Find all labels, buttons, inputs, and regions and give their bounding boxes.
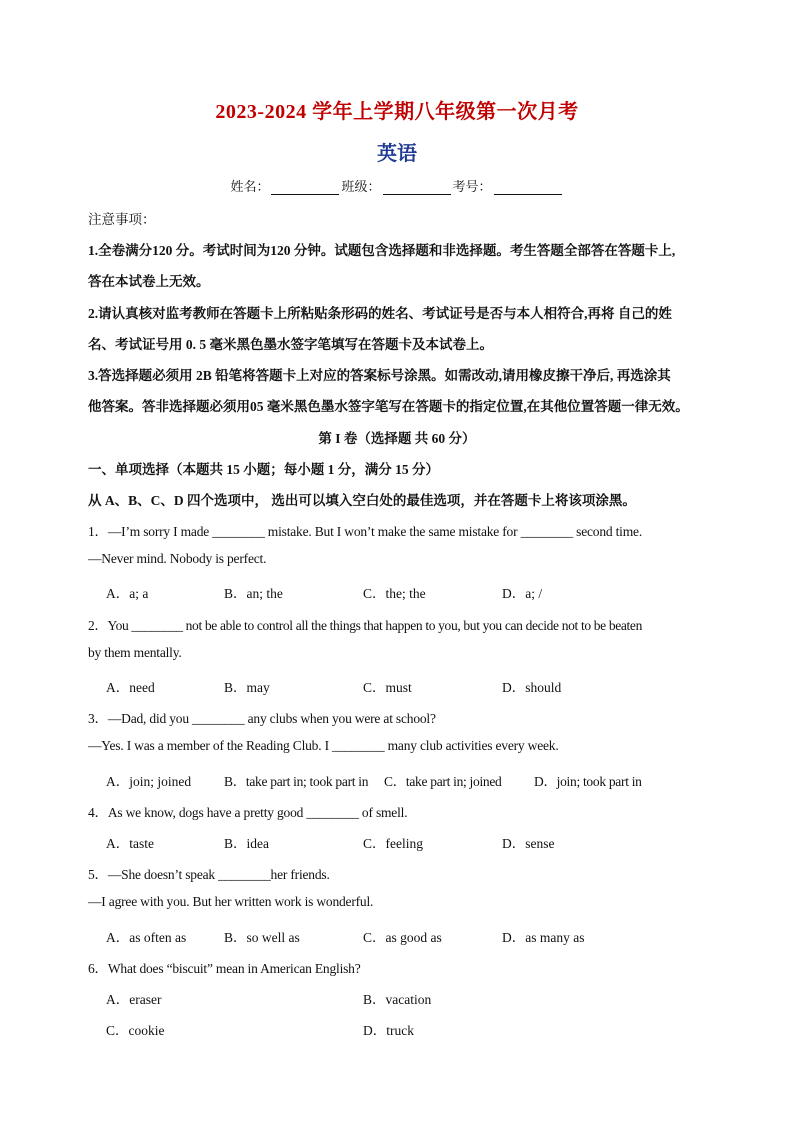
section-heading: 一、单项选择（本题共 15 小题；每小题 1 分，满分 15 分） bbox=[88, 462, 439, 477]
name-label: 姓名： bbox=[230, 179, 270, 194]
number-blank bbox=[494, 182, 562, 195]
subject-title: 英语 bbox=[377, 143, 417, 165]
q6-option-b[interactable]: B．vacation bbox=[363, 992, 432, 1007]
q2-option-b[interactable]: B．may bbox=[224, 680, 270, 695]
question-2-stem: 2．You ________ not be able to control all the things that happen to you, but you can decide not to be beaten bbox=[88, 618, 642, 633]
q5-option-b[interactable]: B．so well as bbox=[224, 930, 300, 945]
note-3-line-1: 3.答选择题必须用 2B 铅笔将答题卡上对应的答案标号涂黑。如需改动,请用橡皮擦干净后, 再选涂其 bbox=[88, 368, 671, 383]
note-1-line-2: 答在本试卷上无效。 bbox=[88, 274, 210, 289]
q1-option-d[interactable]: D．a; / bbox=[502, 586, 543, 601]
number-label: 考号： bbox=[452, 179, 492, 194]
question-5-stem-2: —I agree with you. But her written work is wonderful. bbox=[88, 894, 374, 909]
q6-option-a[interactable]: A．eraser bbox=[106, 992, 162, 1007]
question-4-stem: 4．As we know, dogs have a pretty good ________ of smell. bbox=[88, 805, 408, 820]
q1-option-b[interactable]: B．an; the bbox=[224, 586, 283, 601]
student-info-line bbox=[0, 176, 794, 195]
question-3-stem-2: —Yes. I was a member of the Reading Club. I ________ many club activities every week. bbox=[88, 738, 559, 753]
q4-option-c[interactable]: C．feeling bbox=[363, 836, 423, 851]
class-blank bbox=[383, 182, 451, 195]
q3-option-c[interactable]: C．take part in; joined bbox=[384, 774, 502, 789]
q3-option-d[interactable]: D．join; took part in bbox=[534, 774, 642, 789]
q1-option-a[interactable]: A．a; a bbox=[106, 586, 149, 601]
q5-option-a[interactable]: A．as often as bbox=[106, 930, 187, 945]
question-2-stem-2: by them mentally. bbox=[88, 645, 182, 660]
q6-option-c[interactable]: C．cookie bbox=[106, 1023, 165, 1038]
name-blank bbox=[271, 182, 339, 195]
q5-option-d[interactable]: D．as many as bbox=[502, 930, 585, 945]
question-3-stem: 3．—Dad, did you ________ any clubs when you were at school? bbox=[88, 711, 436, 726]
note-3-line-2: 他答案。答非选择题必须用05 毫米黑色墨水签字笔写在答题卡的指定位置,在其他位置答题一律无效。 bbox=[88, 399, 689, 414]
q2-option-a[interactable]: A．need bbox=[106, 680, 155, 695]
note-1-line-1: 1.全卷满分120 分。考试时间为120 分钟。试题包含选择题和非选择题。考生答题全部答在答题卡上, bbox=[88, 243, 676, 258]
q4-option-b[interactable]: B．idea bbox=[224, 836, 269, 851]
q1-option-c[interactable]: C．the; the bbox=[363, 586, 426, 601]
question-5-stem: 5．—She doesn’t speak ________her friends. bbox=[88, 867, 330, 882]
q6-option-d[interactable]: D．truck bbox=[363, 1023, 414, 1038]
question-1-stem-2: —Never mind. Nobody is perfect. bbox=[88, 551, 267, 566]
class-label: 班级： bbox=[341, 179, 381, 194]
notes-heading: 注意事项： bbox=[88, 212, 156, 227]
note-2-line-2: 名、考试证号用 0. 5 毫米黑色墨水签字笔填写在答题卡及本试卷上。 bbox=[88, 337, 493, 352]
q5-option-c[interactable]: C．as good as bbox=[363, 930, 442, 945]
q4-option-d[interactable]: D．sense bbox=[502, 836, 555, 851]
part-one-heading: 第 I 卷（选择题 共 60 分） bbox=[318, 431, 476, 446]
q3-option-a[interactable]: A．join; joined bbox=[106, 774, 192, 789]
exam-title: 2023-2024 学年上学期八年级第一次月考 bbox=[215, 101, 579, 123]
q4-option-a[interactable]: A．taste bbox=[106, 836, 154, 851]
q2-option-c[interactable]: C．must bbox=[363, 680, 412, 695]
q3-option-b[interactable]: B．take part in; took part in bbox=[224, 774, 369, 789]
question-1-stem: 1．—I’m sorry I made ________ mistake. But I won’t make the same mistake for ________ second time. bbox=[88, 524, 642, 539]
question-6-stem: 6．What does “biscuit” mean in American English? bbox=[88, 961, 361, 976]
section-instruction: 从 A、B、C、D 四个选项中， 选出可以填入空白处的最佳选项，并在答题卡上将该项涂黑。 bbox=[88, 493, 636, 508]
q2-option-d[interactable]: D．should bbox=[502, 680, 562, 695]
note-2-line-1: 2.请认真核对监考教师在答题卡上所粘贴条形码的姓名、考试证号是否与本人相符合,再将 自己的姓 bbox=[88, 306, 672, 321]
